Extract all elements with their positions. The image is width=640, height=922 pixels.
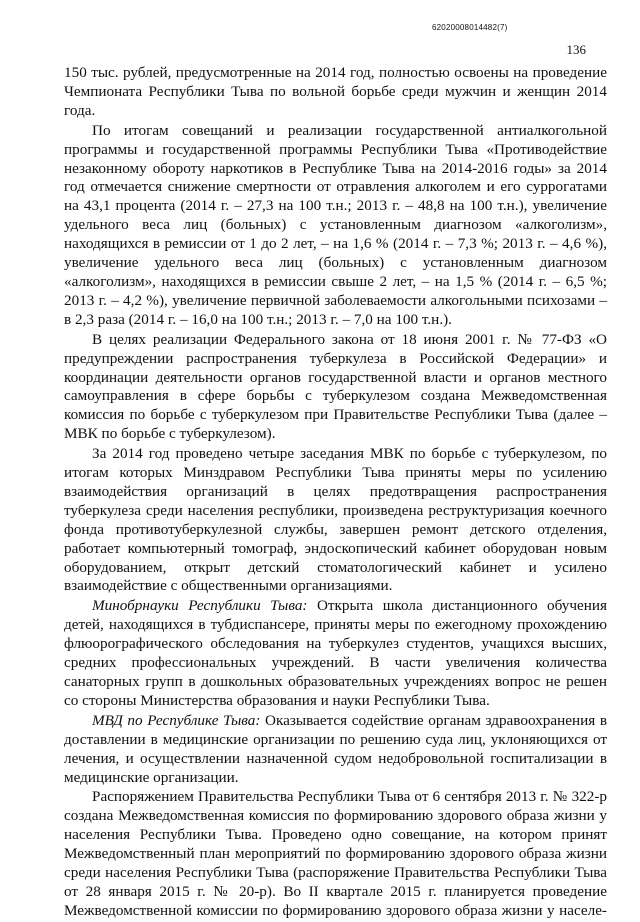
paragraph-5-text: Открыта школа дистанционного обучения детей, находящихся в тубдиспансере, приняты меры по ежегодному прохождению флюорографического обследования на туберкулез студентов, учащихся высших, средних профессиональных учреждений. В части увеличения количества санаторных групп в дошкольных образовательных учреждениях вопрос не решен со стороны Министерства образования и науки Республики Тыва. bbox=[64, 597, 607, 709]
paragraph-6-text: Оказывается содействие органам здравоохранения в доставлении в медицинские организации по решению суда лиц, уклоняющихся от лечения, и осуществлении назначенной судом недобровольной госпитализации в медицинские организации. bbox=[64, 711, 607, 786]
paragraph-3: В целях реализации Федерального закона от 18 июня 2001 г. № 77-ФЗ «О предупреждении распространения туберкулеза в Российской Федерации» и координации деятельности органов государственной власти и органов местного самоуправления в сфере борьбы с туберкулезом создана Межведомственная комиссия по борьбе с туберкулезом при Правительстве Республики Тыва (далее – МВК по борьбе с туберкулезом). bbox=[64, 330, 607, 443]
paragraph-5 bbox=[64, 597, 607, 710]
paragraph-6-lead: МВД по Республике Тыва: bbox=[92, 711, 261, 729]
paragraph-5-lead: Минобрнауки Республики Тыва: bbox=[92, 597, 308, 615]
document-body bbox=[64, 64, 607, 922]
document-id: 62020008014482(7) bbox=[432, 23, 508, 32]
page-number: 136 bbox=[566, 42, 586, 57]
paragraph-1: 150 тыс. рублей, предусмотренные на 2014 год, полностью освоены на проведение Чемпионата Республики Тыва по вольной борьбе среди мужчин и женщин 2014 года. bbox=[64, 64, 607, 119]
paragraph-6 bbox=[64, 712, 607, 788]
paragraph-7: Распоряжением Правительства Республики Тыва от 6 сентября 2013 г. № 322-р создана Межведомственная комиссия по формированию здорового образа жизни у населения Республики Тыва. Проведено одно совещание, на котором принят Межведомственный план мероприятий по формированию здорового образа жизни среди населения Республики Тыва (распоряжение Правительства Республики Тыва от 28 января 2015 г. № 20-р). Во II квартале 2015 г. планируется проведение Межведомственной комиссии по формированию здорового образа жизни у населе- bbox=[64, 788, 607, 919]
paragraph-4: За 2014 год проведено четыре заседания МВК по борьбе с туберкулезом, по итогам которых Минздравом Республики Тыва приняты меры по усилению взаимодействия организаций в целях предотвращения распространения туберкулеза среди населения республики, произведена реструктуризация коечного фонда противотуберкулезной службы, завершен ремонт детского отделения, работает компьютерный томограф, эндоскопический кабинет оборудован новым оборудованием, открыт детский стоматологический кабинет и усилено взаимодействие с общественными организациями. bbox=[64, 445, 607, 595]
paragraph-2: По итогам совещаний и реализации государственной антиалкогольной программы и государственной программы Республики Тыва «Противодействие незаконному обороту наркотиков в Республике Тыва на 2014-2016 годы» за 2014 год отмечается снижение смертности от отравления алкоголем и его суррогатами на 43,1 процента (2014 г. – 27,3 на 100 т.н.; 2013 г. – 48,8 на 100 т.н.), увеличение удельного веса лиц (больных) с установленным диагнозом «алкоголизм», находящихся в ремиссии от 1 до 2 лет, – на 1,6 % (2014 г. – 7,3 %; 2013 г. – 4,6 %), увеличение удельного веса лиц (больных) с установленным диагнозом «алкоголизм», находящихся в ремиссии свыше 2 лет, – на 1,5 % (2014 г. – 6,5 %; 2013 г. – 4,2 %), увеличение первичной заболеваемости алкогольными психозами – в 2,3 раза (2014 г. – 16,0 на 100 т.н.; 2013 г. – 7,0 на 100 т.н.). bbox=[64, 121, 607, 328]
